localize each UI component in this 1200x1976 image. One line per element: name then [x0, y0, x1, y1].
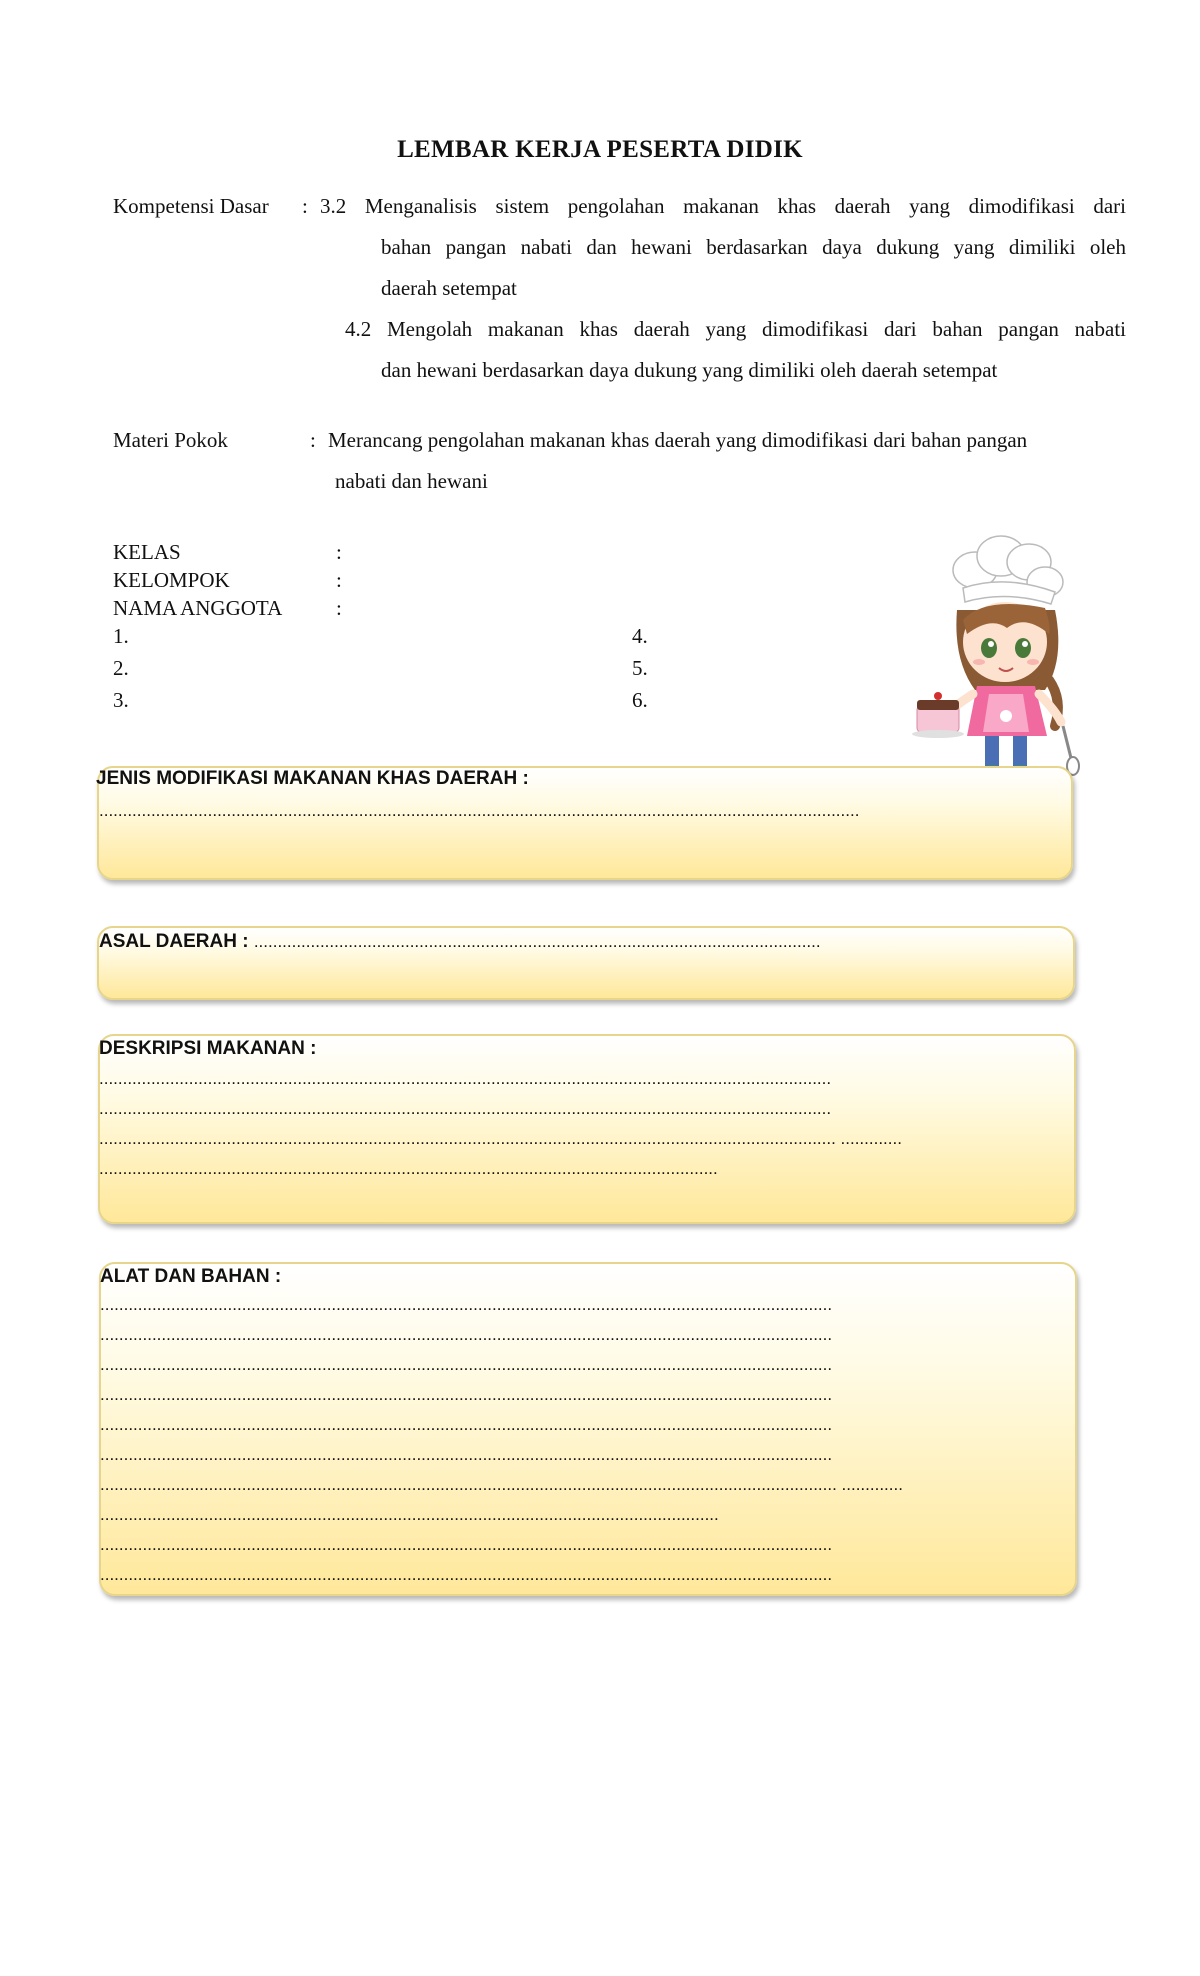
jenis-modifikasi-field[interactable]: ................................................................................................................................................................. — [99, 801, 860, 820]
deskripsi-makanan-lines[interactable] — [99, 1064, 1071, 1184]
materi-colon: : — [310, 428, 316, 452]
kd-label: Kompetensi Dasar — [113, 194, 269, 218]
alat-bahan-label: ALAT DAN BAHAN : — [100, 1266, 282, 1287]
alat-bahan-line[interactable]: ........................................................................................................................................................... — [100, 1385, 833, 1404]
alat-bahan-line[interactable]: ........................................................................................................................................................... — [100, 1565, 833, 1584]
nama-anggota-label: NAMA ANGGOTA — [113, 596, 283, 620]
kelas-label: KELAS — [113, 540, 181, 564]
identity-colons — [336, 538, 342, 622]
alat-bahan-lines[interactable] — [100, 1290, 1072, 1590]
alat-bahan-line[interactable]: ........................................................................................................................................................... — [100, 1535, 833, 1554]
asal-daerah-field[interactable]: ........................................................................................................................ — [253, 932, 821, 951]
kd2-line2: dan hewani berdasarkan daya dukung yang dimiliki oleh daerah setempat — [381, 358, 998, 382]
alat-bahan-line[interactable]: ........................................................................................................................................................... — [100, 1355, 833, 1374]
deskripsi-line[interactable]: ............................................................................................................................................................ ............. — [99, 1129, 902, 1148]
member-number: 5. — [632, 656, 648, 680]
alat-bahan-line[interactable]: ........................................................................................................................................................... — [100, 1445, 833, 1464]
member-number: 4. — [632, 624, 648, 648]
alat-bahan-line[interactable]: ........................................................................................................................................................... — [100, 1415, 833, 1434]
alat-bahan-line[interactable]: ........................................................................................................................................................... — [100, 1295, 833, 1314]
jenis-modifikasi-label: JENIS MODIFIKASI MAKANAN KHAS DAERAH : — [96, 768, 529, 789]
materi-line2: nabati dan hewani — [335, 469, 488, 493]
identity-block — [113, 538, 282, 622]
kd1-line3: daerah setempat — [381, 276, 517, 300]
member-list-left — [113, 620, 129, 716]
chef-girl-with-cake-icon — [905, 530, 1095, 778]
kelompok-label: KELOMPOK — [113, 568, 230, 592]
member-list-right — [632, 620, 648, 716]
deskripsi-line[interactable]: ........................................................................................................................................................... — [99, 1099, 832, 1118]
kelas-colon: : — [336, 540, 342, 564]
kd-colon: : — [302, 194, 308, 218]
alat-bahan-line[interactable]: ........................................................................................................................................................... — [100, 1325, 833, 1344]
deskripsi-line[interactable]: ........................................................................................................................................................... — [99, 1069, 832, 1088]
kd1-line1: 3.2 Menganalisis sistem pengolahan makanan khas daerah yang dimodifikasi dari — [320, 194, 1126, 218]
alat-bahan-line[interactable]: ............................................................................................................................................................ ............. — [100, 1475, 903, 1494]
materi-label: Materi Pokok — [113, 428, 228, 452]
member-number: 6. — [632, 688, 648, 712]
kelompok-colon: : — [336, 568, 342, 592]
materi-line1: Merancang pengolahan makanan khas daerah yang dimodifikasi dari bahan pangan — [328, 428, 1028, 452]
page-title: LEMBAR KERJA PESERTA DIDIK — [397, 136, 803, 163]
deskripsi-makanan-label: DESKRIPSI MAKANAN : — [99, 1038, 317, 1059]
deskripsi-line[interactable]: ................................................................................................................................... — [99, 1159, 718, 1178]
member-number: 1. — [113, 624, 129, 648]
alat-bahan-line[interactable]: ................................................................................................................................... — [100, 1505, 719, 1524]
member-number: 3. — [113, 688, 129, 712]
member-number: 2. — [113, 656, 129, 680]
kd1-line2: bahan pangan nabati dan hewani berdasarkan daya dukung yang dimiliki oleh — [381, 235, 1126, 259]
nama-anggota-colon: : — [336, 596, 342, 620]
asal-daerah-row — [99, 928, 821, 956]
asal-daerah-label: ASAL DAERAH : — [99, 931, 249, 952]
kd2-line1: 4.2 Mengolah makanan khas daerah yang dimodifikasi dari bahan pangan nabati — [345, 317, 1126, 341]
